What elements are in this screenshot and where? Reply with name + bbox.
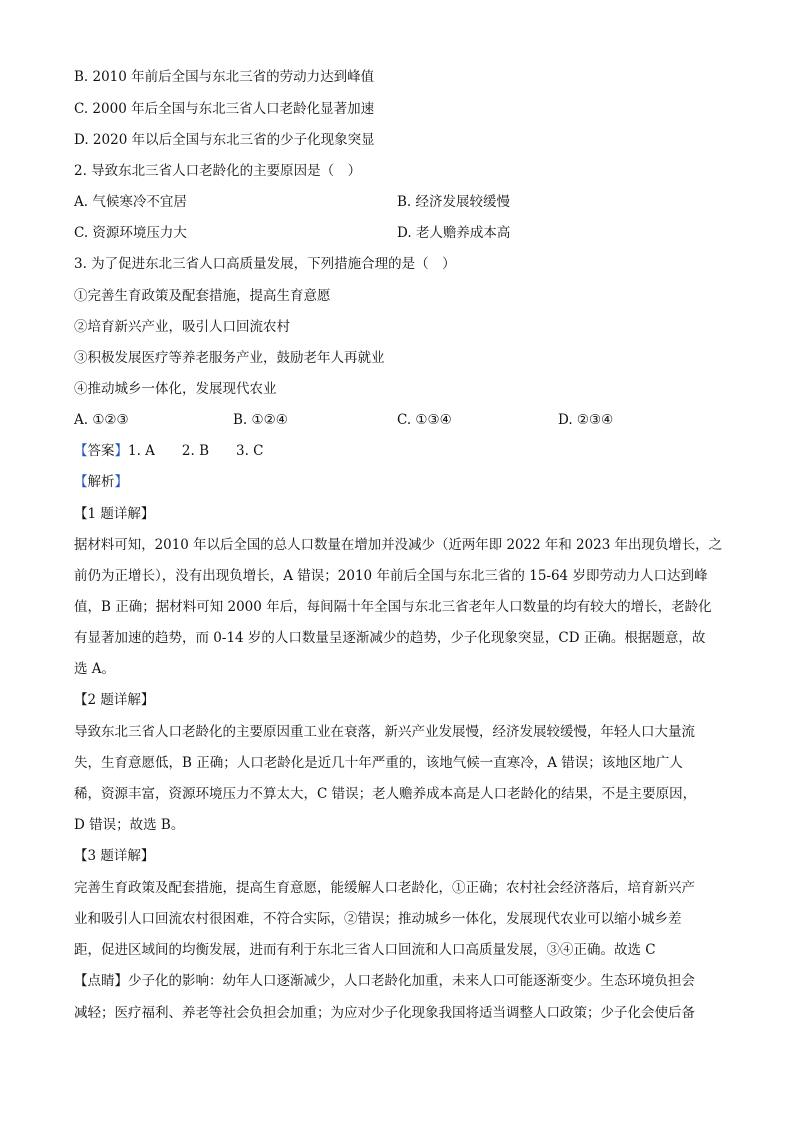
- q1-option-c: C. 2000 年后全国与东北三省人口老龄化显著加速: [74, 101, 375, 117]
- detail-3-line: 距，促进区域间的均衡发展，进而有利于东北三省人口回流和人口高质量发展，③④正确。故选 C: [74, 942, 656, 958]
- q3-stem: 3. 为了促进东北三省人口高质量发展，下列措施合理的是（ ）: [74, 256, 456, 272]
- answer-text: 1. A 2. B 3. C: [128, 443, 264, 459]
- detail-2-heading: 【2 题详解】: [74, 692, 155, 708]
- answer-bracket-close: 】: [114, 443, 128, 459]
- q3-option-c: C. ①③④: [397, 412, 452, 428]
- q1-option-d: D. 2020 年以后全国与东北三省的少子化现象突显: [74, 132, 375, 148]
- analysis-label: 解析: [87, 474, 115, 490]
- detail-2-line: 稀，资源丰富，资源环境压力不算太大，C 错误；老人赡养成本高是人口老龄化的结果，不是主要原因，: [74, 786, 697, 802]
- detail-1-line: 据材料可知，2010 年以后全国的总人口数量在增加并没减少（近两年即 2022 年和 2023 年出现负增长，之: [74, 537, 723, 553]
- detail-2-line: D 错误；故选 B。: [74, 817, 185, 833]
- q3-item-3: ③积极发展医疗等养老服务产业，鼓励老年人再就业: [74, 350, 385, 366]
- q2-option-b: B. 经济发展较缓慢: [397, 194, 511, 210]
- answer-label: 答案: [87, 443, 115, 459]
- note-line: 【点睛】少子化的影响：幼年人口逐渐减少，人口老龄化加重，未来人口可能逐渐变少。生态环境负担会: [74, 973, 695, 989]
- q3-item-2: ②培育新兴产业，吸引人口回流农村: [74, 319, 290, 335]
- q3-option-b: B. ①②④: [233, 412, 288, 428]
- analysis-bracket-open: 【: [74, 474, 88, 490]
- detail-3-line: 完善生育政策及配套措施，提高生育意愿，能缓解人口老龄化，①正确；农村社会经济落后，培育新兴产: [74, 880, 695, 896]
- detail-2-line: 导致东北三省人口老龄化的主要原因重工业在衰落，新兴产业发展慢，经济发展较缓慢，年轻人口大量流: [74, 724, 695, 740]
- q3-option-a: A. ①②③: [74, 412, 129, 428]
- note-line: 减轻；医疗福利、养老等社会负担会加重；为应对少子化现象我国将适当调整人口政策；少子化会使后备: [74, 1005, 695, 1021]
- q3-option-d: D. ②③④: [558, 412, 614, 428]
- detail-1-line: 有显著加速的趋势，而 0-14 岁的人口数量呈逐渐减少的趋势，少子化现象突显，CD 正确。根据题意，故: [74, 630, 706, 646]
- detail-1-line: 选 A。: [74, 661, 116, 677]
- q2-option-a: A. 气候寒冷不宜居: [74, 194, 187, 210]
- q2-stem: 2. 导致东北三省人口老龄化的主要原因是（ ）: [74, 163, 362, 179]
- q3-item-1: ①完善生育政策及配套措施，提高生育意愿: [74, 288, 331, 304]
- analysis-bracket-close: 】: [114, 474, 128, 490]
- detail-1-heading: 【1 题详解】: [74, 506, 155, 522]
- detail-1-line: 值，B 正确；据材料可知 2000 年后，每间隔十年全国与东北三省老年人口数量的均有较大的增长，老龄化: [74, 599, 712, 615]
- analysis-heading: [74, 472, 128, 492]
- detail-2-line: 失，生育意愿低，B 正确；人口老龄化是近几十年严重的，该地气候一直寒冷，A 错误；该地区地广人: [74, 755, 683, 771]
- q2-option-d: D. 老人赡养成本高: [397, 225, 511, 241]
- q3-item-4: ④推动城乡一体化，发展现代农业: [74, 381, 277, 397]
- answer-bracket-open: 【: [74, 443, 88, 459]
- detail-3-line: 业和吸引人口回流农村很困难，不符合实际，②错误；推动城乡一体化，发展现代农业可以缩小城乡差: [74, 911, 682, 927]
- detail-3-heading: 【3 题详解】: [74, 848, 155, 864]
- q2-option-c: C. 资源环境压力大: [74, 225, 187, 241]
- answer-line: [74, 441, 264, 461]
- q1-option-b: B. 2010 年前后全国与东北三省的劳动力达到峰值: [74, 69, 375, 85]
- detail-1-line: 前仍为正增长），没有出现负增长，A 错误；2010 年前后全国与东北三省的 15-64 岁即劳动力人口达到峰: [74, 568, 708, 584]
